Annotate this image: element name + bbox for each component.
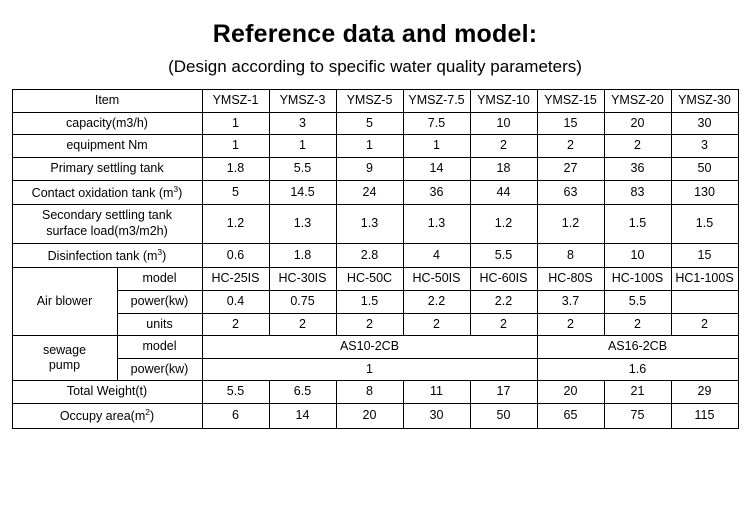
cell: 15 <box>671 243 738 268</box>
row-label-text: Occupy area(m <box>59 409 146 424</box>
cell: HC-100S <box>604 268 671 291</box>
cell: 3 <box>269 112 336 135</box>
cell: 2 <box>202 313 269 336</box>
cell: 1 <box>336 135 403 158</box>
cell: 2 <box>604 135 671 158</box>
row-label-tail: ) <box>162 248 167 263</box>
page-title: Reference data and model: <box>212 20 538 48</box>
row-label-line1: sewage <box>42 342 87 357</box>
cell: 7.5 <box>403 112 470 135</box>
cell: HC-50IS <box>403 268 470 291</box>
cell: 5.5 <box>470 243 537 268</box>
cell: 4 <box>403 243 470 268</box>
cell: 1.8 <box>202 157 269 180</box>
cell: 50 <box>470 404 537 429</box>
cell: 20 <box>537 381 604 404</box>
row-label-sewage-pump <box>12 336 117 381</box>
table-row <box>12 358 738 381</box>
cell-span: 1.6 <box>537 358 738 381</box>
cell: 0.6 <box>202 243 269 268</box>
cell: 10 <box>470 112 537 135</box>
header-model: YMSZ-3 <box>269 90 336 113</box>
row-label-air-blower: Air blower <box>12 268 117 336</box>
cell: 2 <box>537 135 604 158</box>
header-model: YMSZ-15 <box>537 90 604 113</box>
row-label-contact-oxidation-tank <box>12 180 202 205</box>
cell: 1 <box>403 135 470 158</box>
table-row <box>12 135 738 158</box>
cell: 5.5 <box>269 157 336 180</box>
cell: 9 <box>336 157 403 180</box>
header-item: Item <box>12 90 202 113</box>
cell: 11 <box>403 381 470 404</box>
superscript: 2 <box>145 407 150 418</box>
cell: 3.7 <box>537 290 604 313</box>
cell: 5.5 <box>202 381 269 404</box>
cell: 1 <box>202 135 269 158</box>
sub-label-power: power(kw) <box>117 358 202 381</box>
cell: 1.2 <box>470 205 537 243</box>
row-label-equipment-nm: equipment Nm <box>12 135 202 158</box>
cell: 30 <box>671 112 738 135</box>
cell: 1.3 <box>403 205 470 243</box>
cell: 44 <box>470 180 537 205</box>
cell: 1.5 <box>336 290 403 313</box>
sub-label-power: power(kw) <box>117 290 202 313</box>
sub-label-units: units <box>117 313 202 336</box>
row-label-line2: surface load(m3/m2h) <box>46 223 168 238</box>
row-label-line2: pump <box>48 358 81 373</box>
cell: 2.2 <box>470 290 537 313</box>
cell: 1 <box>202 112 269 135</box>
row-label-line1: Secondary settling tank <box>42 208 172 223</box>
row-label-tail: ) <box>150 409 155 424</box>
table-row <box>12 404 738 429</box>
table-row <box>12 112 738 135</box>
cell: 5 <box>202 180 269 205</box>
cell: 75 <box>604 404 671 429</box>
table-header-row <box>12 90 738 113</box>
cell: 1.5 <box>604 205 671 243</box>
cell: 1.5 <box>671 205 738 243</box>
cell: 115 <box>671 404 738 429</box>
sub-label-model: model <box>117 268 202 291</box>
cell: 36 <box>604 157 671 180</box>
row-label-primary-settling-tank: Primary settling tank <box>12 157 202 180</box>
table-row <box>12 381 738 404</box>
cell-span: AS10-2CB <box>202 336 537 359</box>
row-label-capacity: capacity(m3/h) <box>12 112 202 135</box>
header-model: YMSZ-7.5 <box>403 90 470 113</box>
cell: 30 <box>403 404 470 429</box>
cell: 2 <box>403 313 470 336</box>
page-subtitle: (Design according to specific water quality parameters) <box>168 57 582 76</box>
table-row <box>12 290 738 313</box>
superscript: 3 <box>157 246 163 257</box>
cell: 5.5 <box>604 290 671 313</box>
cell: 50 <box>671 157 738 180</box>
row-label-occupy-area <box>12 404 202 429</box>
sub-label-model: model <box>117 336 202 359</box>
cell: HC-30IS <box>269 268 336 291</box>
cell: HC-80S <box>537 268 604 291</box>
cell: 2 <box>671 313 738 336</box>
cell: 83 <box>604 180 671 205</box>
cell-span: 1 <box>202 358 537 381</box>
table-row <box>12 180 738 205</box>
table-row <box>12 313 738 336</box>
cell: 2 <box>336 313 403 336</box>
header-model: YMSZ-20 <box>604 90 671 113</box>
table-row <box>12 336 738 359</box>
cell: 1.8 <box>269 243 336 268</box>
cell: 2 <box>470 313 537 336</box>
cell: HC-25IS <box>202 268 269 291</box>
header-model: YMSZ-30 <box>671 90 738 113</box>
cell: 10 <box>604 243 671 268</box>
cell: 36 <box>403 180 470 205</box>
cell: 20 <box>604 112 671 135</box>
row-label-tail: ) <box>178 185 183 200</box>
cell: 14.5 <box>269 180 336 205</box>
table-row <box>12 243 738 268</box>
cell: 1.3 <box>269 205 336 243</box>
cell: 63 <box>537 180 604 205</box>
cell-span: AS16-2CB <box>537 336 738 359</box>
page-container <box>0 20 750 518</box>
reference-data-table <box>12 89 739 429</box>
header-model: YMSZ-5 <box>336 90 403 113</box>
cell: 29 <box>671 381 738 404</box>
table-row <box>12 268 738 291</box>
cell: 2 <box>604 313 671 336</box>
header-model: YMSZ-10 <box>470 90 537 113</box>
cell: 14 <box>403 157 470 180</box>
cell: 8 <box>537 243 604 268</box>
cell: 1.3 <box>336 205 403 243</box>
cell: 8 <box>336 381 403 404</box>
cell: 6.5 <box>269 381 336 404</box>
table-row <box>12 157 738 180</box>
cell: 17 <box>470 381 537 404</box>
cell: 2.8 <box>336 243 403 268</box>
cell: 24 <box>336 180 403 205</box>
cell: 65 <box>537 404 604 429</box>
row-label-text: Disinfection tank (m <box>47 248 158 263</box>
table-row <box>12 205 738 243</box>
cell: 27 <box>537 157 604 180</box>
cell: 2 <box>537 313 604 336</box>
cell: 20 <box>336 404 403 429</box>
cell: 1 <box>269 135 336 158</box>
cell: 3 <box>671 135 738 158</box>
cell: 2.2 <box>403 290 470 313</box>
cell: 130 <box>671 180 738 205</box>
header-model: YMSZ-1 <box>202 90 269 113</box>
cell: HC1-100S <box>671 268 738 291</box>
cell: 0.4 <box>202 290 269 313</box>
cell: 1.2 <box>537 205 604 243</box>
row-label-disinfection-tank <box>12 243 202 268</box>
cell: HC-50C <box>336 268 403 291</box>
cell: 18 <box>470 157 537 180</box>
superscript: 3 <box>173 183 179 194</box>
cell: 6 <box>202 404 269 429</box>
cell: 14 <box>269 404 336 429</box>
cell: HC-60IS <box>470 268 537 291</box>
cell: 15 <box>537 112 604 135</box>
cell <box>671 290 738 313</box>
cell: 1.2 <box>202 205 269 243</box>
cell: 21 <box>604 381 671 404</box>
cell: 5 <box>336 112 403 135</box>
cell: 2 <box>470 135 537 158</box>
row-label-total-weight: Total Weight(t) <box>12 381 202 404</box>
cell: 0.75 <box>269 290 336 313</box>
row-label-secondary-settling-tank <box>12 205 202 243</box>
row-label-text: Contact oxidation tank (m <box>31 185 174 200</box>
cell: 2 <box>269 313 336 336</box>
